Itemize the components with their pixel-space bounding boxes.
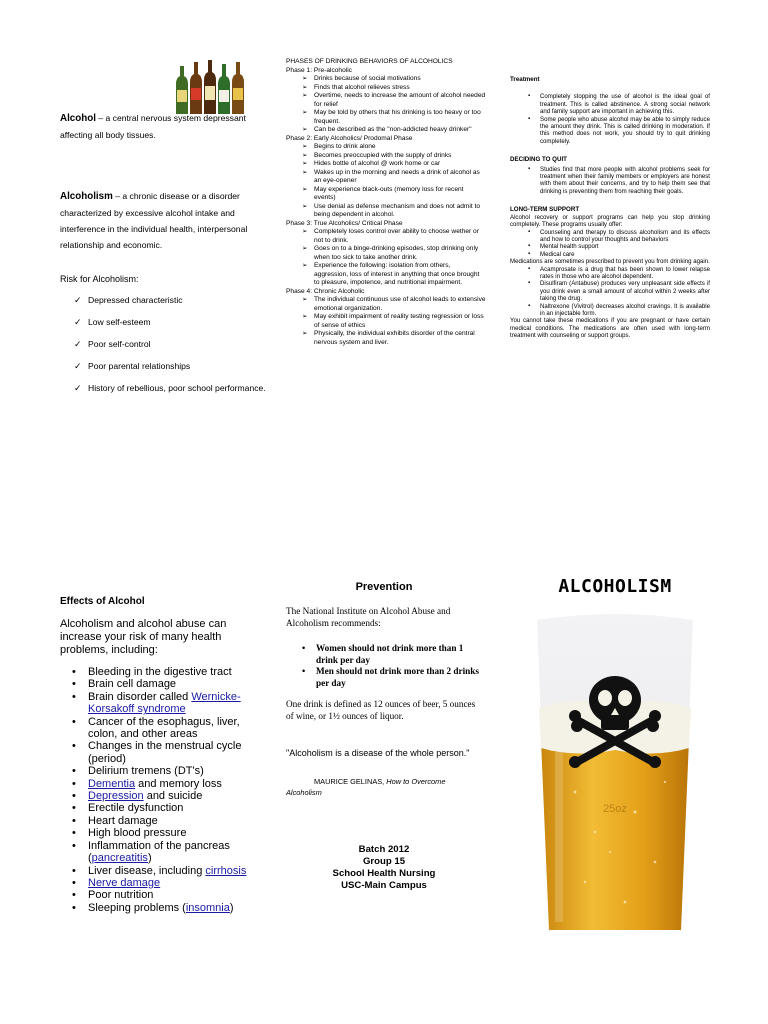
phase-1-heading: Phase 1: Pre-alcoholic: [286, 66, 352, 74]
depression-link[interactable]: Depression: [88, 790, 144, 803]
prevention-intro: The National Institute on Alcohol Abuse and Alcoholism recommends:: [286, 606, 451, 628]
phase-2-heading: Phase 2: Early Alcoholics/ Prodomal Phase: [286, 134, 413, 142]
phases-section: [286, 58, 486, 347]
checkmark-icon: ✓: [74, 317, 82, 327]
glass-marking: 25oz: [603, 803, 627, 815]
risk-text: Low self-esteem: [88, 317, 151, 327]
campus-label: USC-Main Campus: [341, 880, 427, 891]
list-item: ➢ Becomes preoccupied with the supply of drinks: [302, 152, 486, 161]
list-item: • High blood pressure: [60, 827, 270, 839]
deciding-list: [510, 166, 710, 196]
list-item: [60, 877, 270, 889]
effect-text: ): [147, 852, 152, 865]
list-item: ➢ May experience black-outs (memory loss for recent events): [302, 186, 486, 203]
effect-text: and suicide: [143, 790, 203, 803]
list-item: [60, 691, 270, 716]
list-item: ▪ Acamprosate is a drug that has been shown to lower relapse rates in those who are alcohol dependent.: [540, 266, 710, 281]
list-item: • Delirium tremens (DT's): [60, 765, 270, 777]
list-item: • Men should not drink more than 2 drinks per day: [316, 666, 482, 689]
list-item: ▪ Counseling and therapy to discuss alcoholism and its effects and how to control your thoughts and behaviors: [540, 229, 710, 244]
insomnia-link[interactable]: insomnia: [185, 901, 230, 914]
list-item: • Erectile dysfunction: [60, 802, 270, 814]
beer-glass-skull-image: [515, 612, 715, 932]
list-item: ▪ Medical care: [540, 251, 710, 258]
list-item: • Cancer of the esophagus, liver, colon, and other areas: [60, 716, 270, 741]
list-item: ➢ Completely loses control over ability to choose wether or not to drink.: [302, 228, 486, 245]
list-item: ▪ Naltrexone (Vivitrol) decreases alcohol cravings. It is available in an injectable form.: [540, 303, 710, 318]
risk-list: [74, 294, 274, 404]
brochure-title: ALCOHOLISM: [558, 576, 672, 597]
prevention-title: Prevention: [355, 581, 413, 593]
list-item: [74, 360, 274, 373]
risk-title: Risk for Alcoholism:: [60, 274, 139, 284]
alcohol-definition-text: – a central nervous system depressant affecting all body tissues.: [60, 113, 246, 140]
quote-source: How to Overcome Alcoholism: [286, 777, 446, 797]
list-item: ➢ Drinks because of social motivations: [302, 75, 486, 84]
medications-outro: You cannot take these medications if you are pregnant or have certain medical conditions. The medications are often used with long-term treatment with counseling or support groups.: [510, 317, 710, 340]
phase-1-list: [286, 75, 486, 135]
list-item: • Women should not drink more than 1 drink per day: [316, 643, 482, 666]
list-item: • Heart damage: [60, 815, 270, 827]
alcoholism-definition: [60, 188, 265, 253]
phase-3-list: [286, 228, 486, 288]
phase-2-list: [286, 143, 486, 220]
effect-text: Inflammation of the pancreas (: [88, 839, 230, 865]
effect-text: Brain disorder called: [88, 690, 192, 703]
list-item: [60, 902, 270, 914]
list-item: [60, 840, 270, 865]
list-item: ➢ Overtime, needs to increase the amount of alcohol needed for relief: [302, 92, 486, 109]
list-item: [74, 382, 274, 395]
phase-3-heading: Phase 3: True Alcoholics/ Critical Phase: [286, 219, 403, 227]
medications-intro: Medications are sometimes prescribed to prevent you from drinking again.: [510, 258, 710, 266]
alcohol-term: Alcohol: [60, 113, 96, 124]
checkmark-icon: ✓: [74, 383, 82, 393]
list-item: [74, 338, 274, 351]
list-item: • Poor nutrition: [60, 889, 270, 901]
alcoholism-definition-text: – a chronic disease or a disorder characterized by excessive alcohol intake and interference in the individual health, interpersonal relationship and economic.: [60, 191, 248, 250]
dementia-link[interactable]: Dementia: [88, 777, 136, 790]
batch-label: Batch 2012: [358, 844, 410, 855]
longterm-intro: Alcohol recovery or support programs can help you stop drinking completely. These programs usually offer:: [510, 213, 710, 229]
effects-title: Effects of Alcohol: [60, 596, 145, 607]
phase-4-list: [286, 296, 486, 347]
list-item: ➢ May be told by others that his drinking is too heavy or too frequent.: [302, 109, 486, 126]
list-item: • Bleeding in the digestive tract: [60, 666, 270, 678]
list-item: ➢ Hides bottle of alcohol @ work home or car: [302, 160, 486, 169]
list-item: ➢ Experience the following: isolation from others, aggression, loss of interest in anything that once brought to pleasure, impotence, and nutritional impairment.: [302, 262, 486, 288]
drink-definition: One drink is defined as 12 ounces of beer, 5 ounces of wine, or 1½ ounces of liquor.: [286, 699, 476, 721]
effects-list: [60, 666, 270, 914]
treatment-list: [510, 93, 710, 145]
prevention-recommendations: [286, 643, 482, 689]
longterm-list: [510, 229, 710, 259]
effects-intro: Alcoholism and alcohol abuse can increase your risk of many health problems, including:: [60, 618, 227, 656]
list-item: ➢ May exhibit impairment of reality testing regression or loss of sense of ethics: [302, 313, 486, 330]
list-item: [60, 778, 270, 790]
list-item: ➢ Finds that alcohol relieves stress: [302, 84, 486, 93]
list-item: • Changes in the menstrual cycle (period): [60, 740, 270, 765]
quote-author: MAURICE GELINAS,: [314, 777, 385, 786]
list-item: ▪ Some people who abuse alcohol may be able to simply reduce the amount they drink. This is called drinking in moderation. If this method does not work, you should try to quit drinking completely.: [540, 116, 710, 146]
checkmark-icon: ✓: [74, 361, 82, 371]
list-item: ➢ Goes on to a binge-drinking episodes, stop drinking only when too sick to take another drink.: [302, 245, 486, 262]
quote-attribution: [286, 776, 482, 798]
list-item: ➢ Physically, the individual exhibits disorder of the central nervous system and liver.: [302, 330, 486, 347]
list-item: ▪ Studies find that more people with alcohol problems seek for treatment when their family members or employers are honest with them about their concerns, and try to help them see that drinking is preventing them from reaching their goals.: [540, 166, 710, 196]
deciding-title: DECIDING TO QUIT: [510, 156, 567, 164]
effect-text: and memory loss: [135, 777, 222, 790]
risk-text: Poor parental relationships: [88, 361, 191, 371]
list-item: [60, 790, 270, 802]
phases-title: PHASES OF DRINKING BEHAVIORS OF ALCOHOLICS: [286, 58, 453, 65]
checkmark-icon: ✓: [74, 339, 82, 349]
effect-text: Sleeping problems (: [88, 901, 186, 914]
list-item: ➢ The individual continuous use of alcohol leads to extensive emotional organization.: [302, 296, 486, 313]
longterm-title: LONG-TERM SUPPORT: [510, 206, 580, 214]
medications-list: [510, 266, 710, 318]
effect-text: Liver disease, including: [88, 864, 206, 877]
list-item: ➢ Begins to drink alone: [302, 143, 486, 152]
list-item: ➢ Can be described as the "non-addicted heavy drinker": [302, 126, 486, 135]
list-item: [60, 865, 270, 877]
checkmark-icon: ✓: [74, 295, 82, 305]
risk-text: Depressed characteristic: [88, 295, 183, 305]
list-item: ▪ Disulfiram (Antabuse) produces very unpleasant side effects if you drink even a small amount of alcohol within 2 weeks after taking the drug.: [540, 280, 710, 302]
list-item: ▪ Mental health support: [540, 243, 710, 250]
risk-text: Poor self-control: [88, 339, 151, 349]
list-item: ➢ Wakes up in the morning and needs a drink of alcohol as an eye-opener: [302, 169, 486, 186]
school-label: School Health Nursing: [332, 868, 436, 879]
cirrhosis-link[interactable]: cirrhosis: [205, 864, 247, 877]
risk-text: History of rebellious, poor school performance.: [88, 383, 266, 393]
list-item: ▪ Completely stopping the use of alcohol is the ideal goal of treatment. This is called abstinence. A strong social network and family support are important in achieving this.: [540, 93, 710, 115]
list-item: • Brain cell damage: [60, 678, 270, 690]
quote-text: "Alcoholism is a disease of the whole person.": [286, 748, 470, 758]
wernicke-korsakoff-link[interactable]: Wernicke-Korsakoff syndrome: [88, 690, 241, 716]
beer-bottles-image: [170, 58, 254, 114]
alcohol-definition: [60, 110, 260, 143]
treatment-title: Treatment: [510, 76, 540, 83]
treatment-section: [510, 76, 710, 340]
phase-4-heading: Phase 4: Chronic Alcoholic: [286, 287, 365, 295]
list-item: ➢ Use denial as defense mechanism and does not admit to being dependent in alcohol.: [302, 203, 486, 220]
effect-text: ): [229, 901, 234, 914]
nerve-damage-link[interactable]: Nerve damage: [88, 876, 161, 889]
group-credits: [286, 844, 482, 892]
alcoholism-term: Alcoholism: [60, 191, 113, 202]
prevention-body: [286, 606, 482, 722]
list-item: [74, 316, 274, 329]
list-item: [74, 294, 274, 307]
pancreatitis-link[interactable]: pancreatitis: [91, 852, 148, 865]
group-label: Group 15: [362, 856, 406, 867]
